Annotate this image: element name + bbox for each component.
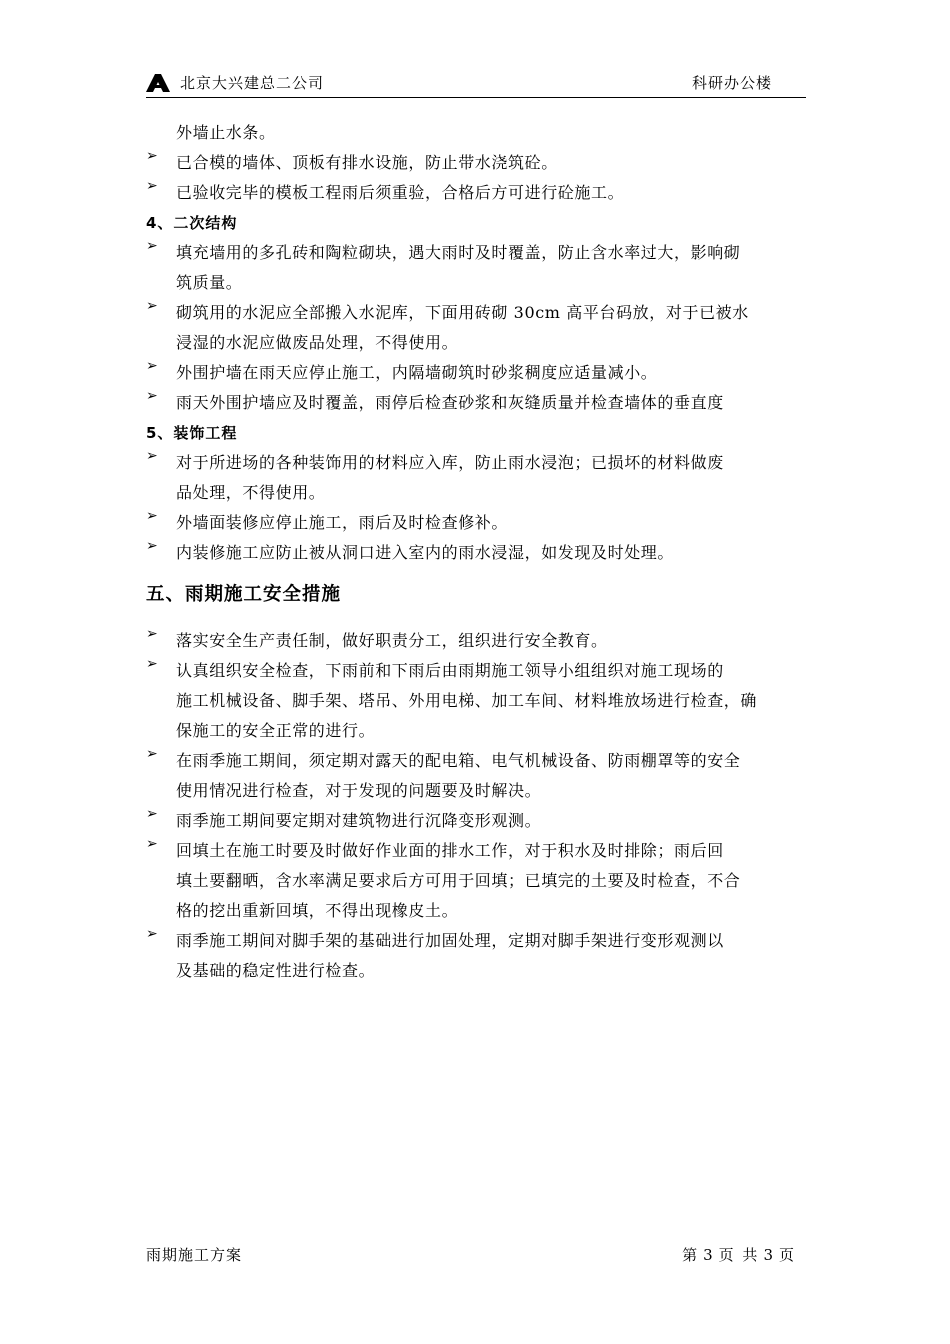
arrow-bullet-icon: ➢ xyxy=(146,148,158,164)
item-line: 填土要翻晒，含水率满足要求后方可用于回填；已填完的土要及时检查，不合 xyxy=(176,871,741,890)
item-line: 使用情况进行检查，对于发现的问题要及时解决。 xyxy=(176,781,542,800)
arrow-bullet-icon: ➢ xyxy=(146,298,158,314)
arrow-bullet-icon: ➢ xyxy=(146,746,158,762)
list-item xyxy=(146,746,808,806)
list-item xyxy=(146,836,808,926)
list-item xyxy=(146,538,808,568)
page-total: 3 xyxy=(763,1246,773,1264)
list-item xyxy=(146,358,808,388)
item-line: 外围护墙在雨天应停止施工，内隔墙砌筑时砂浆稠度应适量减小。 xyxy=(176,363,658,382)
list-item xyxy=(146,926,808,986)
page-header xyxy=(146,72,806,98)
item-line: 筑质量。 xyxy=(176,273,243,292)
page-suffix: 页 xyxy=(778,1246,794,1264)
company-logo-icon xyxy=(146,74,170,92)
item-line: 保施工的安全正常的进行。 xyxy=(176,721,376,740)
list-item xyxy=(146,238,808,298)
arrow-bullet-icon: ➢ xyxy=(146,926,158,942)
list-item xyxy=(146,448,808,508)
arrow-bullet-icon: ➢ xyxy=(146,836,158,852)
arrow-bullet-icon: ➢ xyxy=(146,388,158,404)
subsection-heading: 4、二次结构 xyxy=(146,214,238,232)
list-item xyxy=(146,148,808,178)
page-mid: 页 共 xyxy=(718,1246,758,1264)
list-item xyxy=(146,388,808,418)
page-prefix: 第 xyxy=(682,1246,698,1264)
item-line: 格的挖出重新回填，不得出现橡皮土。 xyxy=(176,901,459,920)
document-body xyxy=(146,118,808,986)
company-name: 北京大兴建总二公司 xyxy=(180,74,325,92)
item-line: 填充墙用的多孔砖和陶粒砌块，遇大雨时及时覆盖，防止含水率过大，影响砌 xyxy=(176,243,741,262)
item-line: 认真组织安全检查，下雨前和下雨后由雨期施工领导小组组织对施工现场的 xyxy=(176,661,724,680)
page-current: 3 xyxy=(703,1246,713,1264)
item-line: 雨季施工期间对脚手架的基础进行加固处理，定期对脚手架进行变形观测以 xyxy=(176,931,724,950)
list-item xyxy=(146,298,808,358)
list-item xyxy=(146,626,808,656)
item-line: 浸湿的水泥应做废品处理，不得使用。 xyxy=(176,333,459,352)
item-line: 品处理，不得使用。 xyxy=(176,483,326,502)
list-item xyxy=(146,178,808,208)
item-line: 回填土在施工时要及时做好作业面的排水工作，对于积水及时排除；雨后回 xyxy=(176,841,724,860)
item-line: 内装修施工应防止被从洞口进入室内的雨水浸湿，如发现及时处理。 xyxy=(176,543,675,562)
item-line: 在雨季施工期间，须定期对露天的配电箱、电气机械设备、防雨棚罩等的安全 xyxy=(176,751,741,770)
item-line: 已合模的墙体、顶板有排水设施，防止带水浇筑砼。 xyxy=(176,153,558,172)
arrow-bullet-icon: ➢ xyxy=(146,508,158,524)
page-footer xyxy=(146,1244,806,1268)
item-line: 已验收完毕的模板工程雨后须重验，合格后方可进行砼施工。 xyxy=(176,183,625,202)
page-number xyxy=(676,1244,794,1266)
subsection-heading: 5、装饰工程 xyxy=(146,424,238,442)
item-line: 对于所进场的各种装饰用的材料应入库，防止雨水浸泡；已损坏的材料做废 xyxy=(176,453,724,472)
arrow-bullet-icon: ➢ xyxy=(146,538,158,554)
list-item xyxy=(146,656,808,746)
item-line: 砌筑用的水泥应全部搬入水泥库，下面用砖砌 30cm 高平台码放，对于已被水 xyxy=(176,303,749,322)
arrow-bullet-icon: ➢ xyxy=(146,358,158,374)
item-line: 雨天外围护墙应及时覆盖，雨停后检查砂浆和灰缝质量并检查墙体的垂直度 xyxy=(176,393,724,412)
arrow-bullet-icon: ➢ xyxy=(146,238,158,254)
item-line: 落实安全生产责任制，做好职责分工，组织进行安全教育。 xyxy=(176,631,608,650)
arrow-bullet-icon: ➢ xyxy=(146,656,158,672)
arrow-bullet-icon: ➢ xyxy=(146,448,158,464)
list-item xyxy=(146,508,808,538)
project-name: 科研办公楼 xyxy=(691,74,772,92)
item-line: 施工机械设备、脚手架、塔吊、外用电梯、加工车间、材料堆放场进行检查，确 xyxy=(176,691,758,710)
arrow-bullet-icon: ➢ xyxy=(146,178,158,194)
list-item xyxy=(146,806,808,836)
document-title: 雨期施工方案 xyxy=(146,1246,243,1264)
header-divider xyxy=(146,97,806,98)
section-heading: 五、雨期施工安全措施 xyxy=(146,584,342,605)
continued-line: 外墙止水条。 xyxy=(176,123,276,142)
item-line: 及基础的稳定性进行检查。 xyxy=(176,961,376,980)
arrow-bullet-icon: ➢ xyxy=(146,806,158,822)
item-line: 雨季施工期间要定期对建筑物进行沉降变形观测。 xyxy=(176,811,542,830)
item-line: 外墙面装修应停止施工，雨后及时检查修补。 xyxy=(176,513,509,532)
arrow-bullet-icon: ➢ xyxy=(146,626,158,642)
